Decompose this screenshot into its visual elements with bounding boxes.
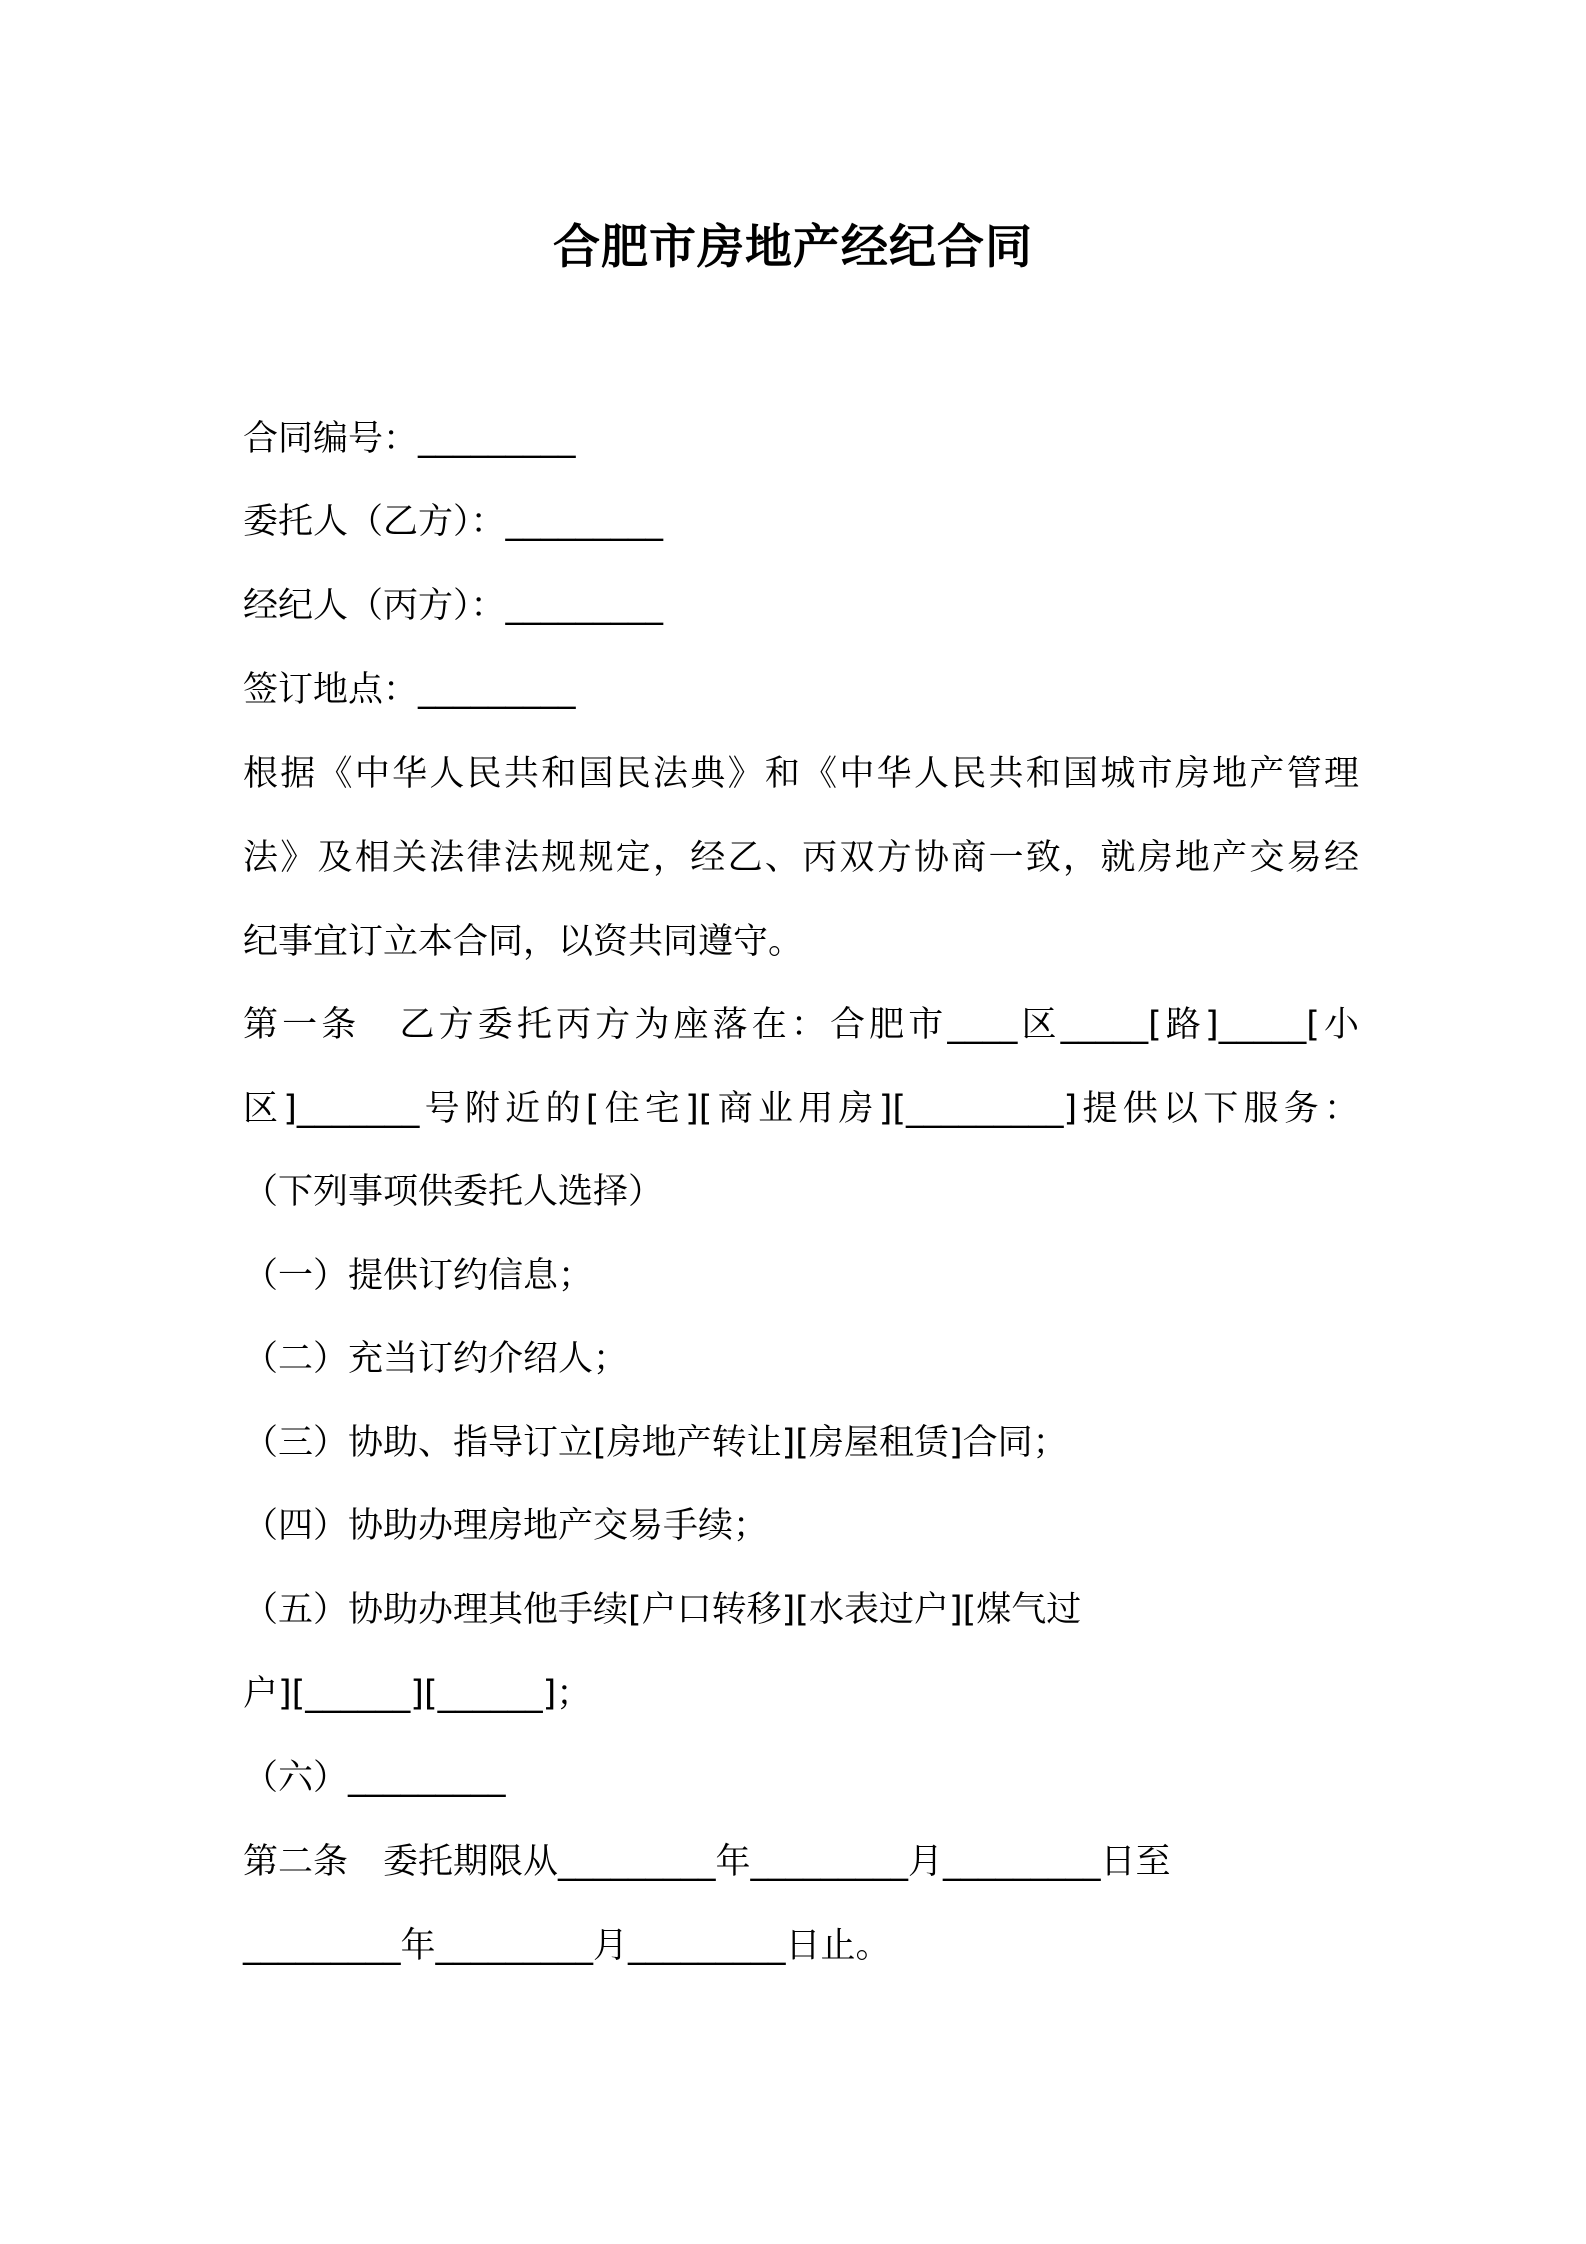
preamble-line-1: 根据《中华人民共和国民法典》和《中华人民共和国城市房地产管理: [243, 754, 1359, 794]
client-field: 委托人（乙方）：_________: [243, 502, 664, 542]
service-item-5-continued: 户][______][______]；: [243, 1674, 592, 1714]
contract-number-field: 合同编号：_________: [243, 419, 576, 459]
service-item-1: （一）提供订约信息；: [243, 1256, 594, 1296]
article1-line-1: 第一条 乙方委托丙方为座落在：合肥市____区_____[路]_____[小: [243, 1005, 1359, 1045]
preamble-line-3: 纪事宜订立本合同，以资共同遵守。: [243, 922, 804, 962]
service-item-6: （六）_________: [243, 1758, 506, 1798]
service-item-4: （四）协助办理房地产交易手续；: [243, 1506, 769, 1546]
service-item-5: （五）协助办理其他手续[户口转移][水表过户][煤气过: [243, 1590, 1082, 1630]
contract-title: 合肥市房地产经纪合同: [553, 220, 1033, 275]
article2-line-2: _________年_________月_________日止。: [243, 1926, 891, 1966]
service-item-3: （三）协助、指导订立[房地产转让][房屋租赁]合同；: [243, 1423, 1068, 1463]
signing-place-field: 签订地点：_________: [243, 670, 576, 710]
article1-line-3: （下列事项供委托人选择）: [243, 1172, 664, 1212]
article2-line-1: 第二条 委托期限从_________年_________月_________日至: [243, 1842, 1171, 1882]
service-item-2: （二）充当订约介绍人；: [243, 1339, 629, 1379]
preamble-line-2: 法》及相关法律法规规定，经乙、丙双方协商一致，就房地产交易经: [243, 838, 1359, 878]
broker-field: 经纪人（丙方）：_________: [243, 586, 664, 626]
article1-line-2: 区]_______号附近的[住宅][商业用房][_________]提供以下服务：: [243, 1089, 1359, 1129]
